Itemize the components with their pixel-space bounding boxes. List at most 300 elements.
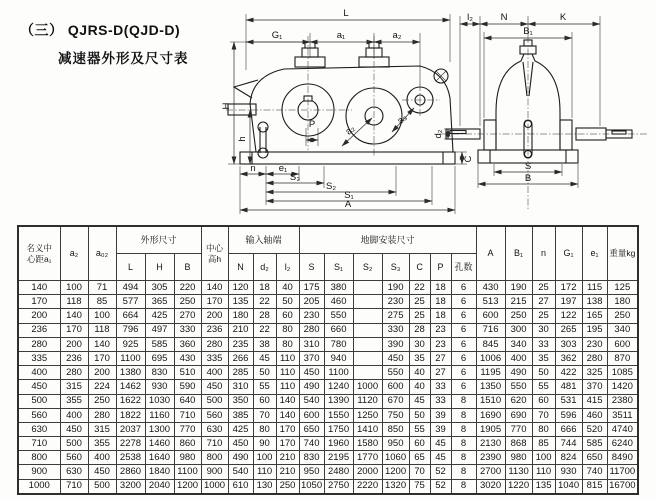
cell: 780 (324, 337, 353, 351)
cell: 45 (253, 351, 276, 365)
dim-label-n: n (250, 163, 256, 174)
dim-label-S: S (524, 161, 532, 172)
cell: 138 (582, 295, 607, 309)
group-header-input-shaft: 输入轴端 (228, 226, 299, 254)
cell: 2860 (116, 465, 145, 479)
table-row (18, 323, 638, 337)
cell: 500 (60, 437, 88, 451)
header-line: 高h (207, 253, 222, 264)
cell: 980 (505, 451, 532, 465)
cell: 1640 (145, 451, 174, 465)
cell: 1460 (145, 437, 174, 451)
cell: 2750 (324, 479, 353, 494)
cell: 25 (532, 309, 555, 323)
cell: 280 (299, 323, 324, 337)
col-header-B: B (174, 254, 201, 281)
cell: 710 (201, 437, 228, 451)
col-header-S2: S₂ (353, 254, 382, 281)
cell: 1300 (145, 422, 174, 436)
cell: 235 (228, 337, 253, 351)
cell: 6240 (607, 437, 638, 451)
cell: 6 (451, 337, 476, 351)
cell: 450 (299, 366, 324, 380)
dim-label-B1: B₁ (523, 26, 533, 37)
cell: 744 (555, 437, 582, 451)
cell: 39 (430, 422, 451, 436)
cell: 800 (201, 451, 228, 465)
cell: 450 (88, 465, 116, 479)
cell: 481 (555, 380, 582, 394)
cell: 925 (116, 337, 145, 351)
cell: 265 (555, 323, 582, 337)
cell: 550 (324, 309, 353, 323)
cell: 550 (382, 366, 409, 380)
table-row (18, 380, 638, 394)
cell: 510 (174, 366, 201, 380)
cell: 1030 (145, 394, 174, 408)
cell: 740 (299, 437, 324, 451)
cell: 71 (88, 281, 116, 295)
cell: 52 (430, 479, 451, 494)
cell: 1580 (353, 437, 382, 451)
cell (353, 366, 382, 380)
cell: 1100 (174, 465, 201, 479)
cell: 770 (174, 422, 201, 436)
cell: 280 (201, 337, 228, 351)
cell: 330 (382, 323, 409, 337)
cell: 900 (201, 465, 228, 479)
cell: 40 (409, 380, 430, 394)
cell: 600 (299, 408, 324, 422)
cell: 400 (18, 366, 60, 380)
cell: 370 (582, 380, 607, 394)
cell (353, 309, 382, 323)
cell: 180 (228, 309, 253, 323)
cell: 100 (60, 281, 88, 295)
cell: 80 (276, 337, 299, 351)
header-line: 中心 (206, 243, 224, 254)
cell: 110 (532, 465, 555, 479)
cell: 60 (532, 394, 555, 408)
col-header-holes: 孔数 (451, 254, 476, 281)
cell: 80 (276, 323, 299, 337)
cell: 75 (409, 479, 430, 494)
cell: 110 (276, 380, 299, 394)
cell: 430 (174, 351, 201, 365)
cell: 30 (532, 323, 555, 337)
cell: 1840 (145, 465, 174, 479)
dim-label-a1: a₁ (336, 30, 346, 41)
cell: 355 (60, 394, 88, 408)
cell: 270 (174, 309, 201, 323)
cell: 1960 (324, 437, 353, 451)
cell: 540 (299, 394, 324, 408)
cell: 620 (505, 394, 532, 408)
cell: 422 (555, 366, 582, 380)
cell: 1320 (382, 479, 409, 494)
cell: 531 (555, 394, 582, 408)
cell: 425 (228, 422, 253, 436)
cell: 110 (276, 351, 299, 365)
cell: 135 (228, 295, 253, 309)
cell: 1040 (555, 479, 582, 494)
cell: 3200 (116, 479, 145, 494)
cell: 118 (60, 295, 88, 309)
cell: 130 (253, 479, 276, 494)
cell: 28 (253, 309, 276, 323)
cell: 585 (145, 337, 174, 351)
cell: 50 (276, 295, 299, 309)
cell: 1770 (353, 451, 382, 465)
cell: 415 (582, 394, 607, 408)
cell: 110 (276, 366, 299, 380)
cell: 1085 (607, 366, 638, 380)
cell: 118 (88, 323, 116, 337)
cell: 172 (555, 281, 582, 295)
col-header-G1: G₁ (555, 226, 582, 281)
cell: 380 (324, 281, 353, 295)
cell: 1905 (476, 422, 505, 436)
cell: 360 (174, 337, 201, 351)
dimension-table-body (18, 281, 638, 494)
cell: 860 (174, 437, 201, 451)
table-row (18, 281, 638, 295)
cell: 1000 (201, 479, 228, 494)
cell: 140 (201, 281, 228, 295)
cell: 315 (88, 422, 116, 436)
cell: 596 (555, 408, 582, 422)
cell: 1690 (476, 408, 505, 422)
dim-label-H: H (221, 102, 232, 110)
cell: 460 (324, 295, 353, 309)
cell: 170 (276, 437, 299, 451)
cell: 280 (18, 337, 60, 351)
cell: 6 (451, 309, 476, 323)
table-row (18, 465, 638, 479)
table-row (18, 479, 638, 494)
cell: 25 (409, 309, 430, 323)
cell: 2480 (324, 465, 353, 479)
cell: 1380 (116, 366, 145, 380)
cell: 600 (382, 380, 409, 394)
cell: 8 (451, 422, 476, 436)
cell: 2040 (145, 479, 174, 494)
col-header-n: n (532, 226, 555, 281)
cell: 2220 (353, 479, 382, 494)
cell: 70 (532, 408, 555, 422)
table-row (18, 437, 638, 451)
cell: 520 (582, 422, 607, 436)
cell: 1000 (18, 479, 60, 494)
cell: 6 (451, 281, 476, 295)
cell: 250 (505, 309, 532, 323)
cell: 100 (532, 451, 555, 465)
col-header-S1: S₁ (324, 254, 353, 281)
cell: 1050 (299, 479, 324, 494)
dim-label-a3-diagonal: a₃ (395, 112, 410, 127)
cell: 362 (555, 351, 582, 365)
cell: 2195 (324, 451, 353, 465)
dim-label-C: C (463, 155, 474, 163)
cell: 710 (60, 479, 88, 494)
cell: 25 (532, 281, 555, 295)
cell: 560 (60, 451, 88, 465)
cell: 335 (201, 351, 228, 365)
cell: 400 (201, 366, 228, 380)
cell: 170 (276, 422, 299, 436)
cell: 303 (555, 337, 582, 351)
cell: 250 (174, 295, 201, 309)
cell: 300 (505, 323, 532, 337)
cell: 65 (409, 451, 430, 465)
table-row (18, 295, 638, 309)
cell: 8 (451, 394, 476, 408)
cell: 23 (430, 323, 451, 337)
cell (353, 295, 382, 309)
dim-label-K: K (559, 12, 567, 23)
cell: 27 (430, 351, 451, 365)
cell: 25 (409, 295, 430, 309)
cell: 450 (60, 422, 88, 436)
cell: 845 (476, 337, 505, 351)
cell: 6 (451, 366, 476, 380)
cell: 280 (60, 366, 88, 380)
cell: 450 (201, 380, 228, 394)
cell: 315 (60, 380, 88, 394)
dim-label-N: N (500, 12, 508, 23)
cell: 50 (409, 408, 430, 422)
col-header-d2: d₂ (253, 254, 276, 281)
cell: 640 (174, 394, 201, 408)
cell: 365 (145, 295, 174, 309)
cell: 8 (451, 437, 476, 451)
cell: 28 (409, 323, 430, 337)
cell: 800 (18, 451, 60, 465)
cell: 1200 (174, 479, 201, 494)
cell: 590 (174, 380, 201, 394)
col-header-weight: 重量kg (607, 226, 638, 281)
cell: 1200 (382, 465, 409, 479)
cell: 1160 (145, 408, 174, 422)
cell: 600 (476, 309, 505, 323)
cell: 385 (228, 408, 253, 422)
dim-label-S2: S₂ (325, 181, 337, 192)
cell: 1000 (353, 380, 382, 394)
table-row (18, 351, 638, 365)
cell: 2390 (476, 451, 505, 465)
cell: 55 (409, 422, 430, 436)
cell: 250 (607, 309, 638, 323)
reducer-outline-drawing (0, 0, 655, 222)
cell: 650 (299, 422, 324, 436)
cell: 490 (505, 366, 532, 380)
dim-label-B: B (524, 173, 532, 184)
cell: 630 (60, 465, 88, 479)
cell (353, 281, 382, 295)
cell: 1220 (505, 479, 532, 494)
cell: 135 (532, 479, 555, 494)
cell: 230 (582, 337, 607, 351)
table-row (18, 337, 638, 351)
cell: 670 (382, 394, 409, 408)
cell: 305 (145, 281, 174, 295)
cell: 490 (228, 451, 253, 465)
cell: 33 (430, 380, 451, 394)
cell: 6 (451, 323, 476, 337)
cell: 1822 (116, 408, 145, 422)
cell: 230 (299, 309, 324, 323)
cell: 1550 (324, 408, 353, 422)
cell: 340 (607, 323, 638, 337)
cell: 115 (582, 281, 607, 295)
cell: 8 (451, 451, 476, 465)
cell: 494 (116, 281, 145, 295)
cell: 900 (18, 465, 60, 479)
cell: 610 (228, 479, 253, 494)
cell: 195 (582, 323, 607, 337)
cell: 940 (324, 351, 353, 365)
cell: 370 (299, 351, 324, 365)
cell: 210 (276, 465, 299, 479)
cell: 40 (409, 366, 430, 380)
cell: 197 (555, 295, 582, 309)
cell: 400 (88, 451, 116, 465)
cell: 796 (116, 323, 145, 337)
cell: 170 (201, 295, 228, 309)
cell: 497 (145, 323, 174, 337)
cell: 815 (582, 479, 607, 494)
table-row (18, 408, 638, 422)
cell: 190 (382, 281, 409, 295)
cell: 236 (60, 351, 88, 365)
cell: 325 (582, 366, 607, 380)
cell: 6 (451, 351, 476, 365)
cell: 460 (582, 408, 607, 422)
cell: 1120 (353, 394, 382, 408)
cell: 215 (505, 295, 532, 309)
header-line: 名义中 (26, 243, 52, 254)
cell: 450 (382, 351, 409, 365)
dim-label-l2: l₂ (467, 12, 473, 23)
dim-label-e1: e₁ (278, 163, 288, 174)
dim-label-G1: G₁ (271, 30, 283, 41)
cell: 660 (324, 323, 353, 337)
cell: 190 (505, 281, 532, 295)
cell: 8 (451, 479, 476, 494)
cell: 716 (476, 323, 505, 337)
cell: 630 (18, 422, 60, 436)
cell: 210 (276, 451, 299, 465)
cell: 710 (174, 408, 201, 422)
cell: 140 (60, 309, 88, 323)
col-header-H: H (145, 254, 174, 281)
cell: 285 (228, 366, 253, 380)
cell: 16700 (607, 479, 638, 494)
cell: 35 (532, 351, 555, 365)
cell: 250 (276, 479, 299, 494)
col-header-S3: S₃ (382, 254, 409, 281)
cell: 340 (505, 337, 532, 351)
cell: 50 (253, 366, 276, 380)
dim-label-S3: S₃ (289, 172, 301, 183)
cell: 125 (607, 281, 638, 295)
cell: 275 (382, 309, 409, 323)
cell: 120 (228, 281, 253, 295)
table-row (18, 422, 638, 436)
cell: 1006 (476, 351, 505, 365)
cell: 950 (382, 437, 409, 451)
dim-label-L: L (343, 8, 349, 19)
cell: 40 (276, 281, 299, 295)
col-header-C: C (409, 254, 430, 281)
col-header-l2: l₂ (276, 254, 299, 281)
cell: 750 (382, 408, 409, 422)
col-header-L: L (116, 254, 145, 281)
table-row (18, 451, 638, 465)
cell: 80 (532, 422, 555, 436)
cell: 650 (582, 451, 607, 465)
front-view (226, 36, 455, 164)
col-header-B1: B₁ (505, 226, 532, 281)
cell: 1100 (116, 351, 145, 365)
cell: 500 (88, 479, 116, 494)
cell: 1250 (353, 408, 382, 422)
dim-label-a2: a₂ (392, 30, 402, 41)
dim-label-h: h (237, 136, 248, 142)
cell: 280 (582, 351, 607, 365)
cell: 560 (201, 408, 228, 422)
cell: 1240 (324, 380, 353, 394)
cell: 450 (228, 437, 253, 451)
cell: 560 (18, 408, 60, 422)
cell: 180 (607, 295, 638, 309)
dim-label-P: P (308, 119, 316, 130)
cell (353, 323, 382, 337)
cell: 1410 (353, 422, 382, 436)
cell: 824 (555, 451, 582, 465)
cell: 868 (505, 437, 532, 451)
cell: 490 (299, 380, 324, 394)
cell: 850 (382, 422, 409, 436)
cell: 39 (430, 408, 451, 422)
cell: 500 (201, 394, 228, 408)
group-header-foot-mounting: 地脚安装尺寸 (299, 226, 476, 254)
cell: 18 (430, 295, 451, 309)
cell: 950 (299, 465, 324, 479)
cell: 1195 (476, 366, 505, 380)
cell: 236 (201, 323, 228, 337)
cell: 210 (228, 323, 253, 337)
cell: 280 (88, 408, 116, 422)
cell: 33 (430, 394, 451, 408)
cell: 140 (276, 394, 299, 408)
cell: 1130 (505, 465, 532, 479)
cell: 70 (409, 465, 430, 479)
cell: 630 (201, 422, 228, 436)
cell: 22 (253, 295, 276, 309)
header-line: 心距a₁ (26, 253, 52, 264)
front-view-dimensions (221, 8, 474, 214)
dim-label-A: A (344, 199, 352, 210)
cell: 513 (476, 295, 505, 309)
cell: 236 (18, 323, 60, 337)
cell (353, 351, 382, 365)
cell: 224 (88, 380, 116, 394)
cell: 425 (145, 309, 174, 323)
cell: 330 (174, 323, 201, 337)
cell: 4740 (607, 422, 638, 436)
cell: 11700 (607, 465, 638, 479)
